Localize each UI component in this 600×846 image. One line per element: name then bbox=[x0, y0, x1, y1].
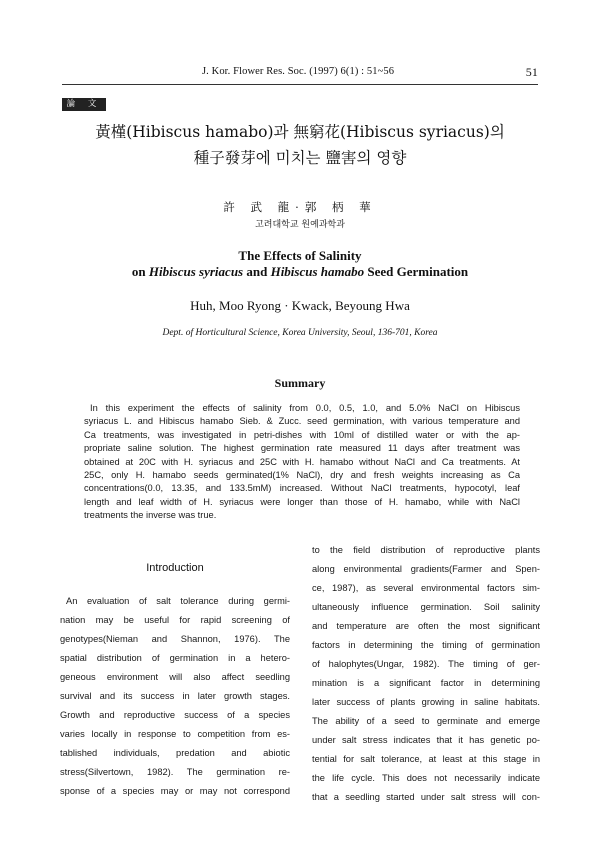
summary-heading: Summary bbox=[274, 376, 326, 390]
body-line: the life cycle. This does not necessarily indicate bbox=[312, 773, 540, 783]
english-affiliation: Dept. of Horticultural Science, Korea University, Seoul, 136-701, Korea bbox=[162, 328, 438, 338]
body-line: under salt stress indicates that it has genetic po- bbox=[312, 735, 540, 745]
body-line: mination is a significant factor in determining bbox=[312, 678, 540, 688]
title-text: Seed Germination bbox=[364, 264, 469, 279]
body-line: varies locally in response to competition from es- bbox=[60, 729, 290, 739]
summary-line: propriate saline solution. The highest germination rate measured 11 days after treatment was bbox=[84, 443, 520, 454]
body-line: spatial distribution of germination in a hetero- bbox=[60, 653, 290, 663]
korean-authors: 許 武 龍·郭 柄 華 bbox=[223, 200, 377, 214]
summary-line: syriacus L. and Hibiscus hamabo Sieb. & Zucc. seed germination, with various temperature and bbox=[84, 416, 520, 427]
korean-title-line-1: 黃槿(Hibiscus hamabo)과 無窮花(Hibiscus syriacus)의 bbox=[95, 123, 505, 141]
body-line: nation may be useful for rapid screening of bbox=[60, 615, 290, 625]
body-line: The ability of a seed to germinate and emerge bbox=[312, 716, 540, 726]
summary-line: In this experiment the effects of salinity from 0.0, 0.5, 1.0, and 5.0% NaCl on Hibiscus bbox=[90, 403, 520, 413]
species-name: Hibiscus syriacus bbox=[148, 264, 244, 279]
body-line: stress(Silvertown, 1982). The germination re- bbox=[60, 767, 290, 777]
title-text: on bbox=[131, 264, 149, 279]
korean-title-line-2: 種子發芽에 미치는 鹽害의 영향 bbox=[193, 149, 407, 167]
body-line: ultaneously influence germination. Soil salinity bbox=[312, 602, 540, 612]
korean-affiliation: 고려대학교 원예과학과 bbox=[255, 220, 345, 230]
body-line: along environmental gradients(Farmer and Spen- bbox=[312, 564, 540, 574]
body-line: survival and its success in later growth stages. bbox=[60, 691, 290, 701]
body-line: tablished individuals, predation and abiotic bbox=[60, 748, 290, 758]
introduction-heading: Introduction bbox=[146, 562, 204, 574]
species-name: Hibiscus hamabo bbox=[270, 264, 365, 279]
body-line: factors in determining the timing of germination bbox=[312, 640, 540, 650]
page-number: 51 bbox=[525, 65, 538, 79]
english-title-line-2 bbox=[0, 264, 600, 280]
summary-line: concentrations(0.0, 13.35, and 133.5mM) increased. Without NaCl treatments, hypocotyl, leaf bbox=[84, 483, 520, 494]
english-authors: Huh, Moo Ryong · Kwack, Beyoung Hwa bbox=[190, 298, 410, 313]
summary-line: Ca treatments, was investigated in petri-dishes with 10ml of distilled water or with the ap- bbox=[84, 429, 520, 440]
body-line: and temperature are often the most significant bbox=[312, 621, 540, 631]
summary-body bbox=[84, 402, 520, 523]
body-line: ce, 1987), as several environmental factors sim- bbox=[312, 583, 540, 593]
running-header bbox=[60, 64, 538, 82]
body-line: genotypes(Nieman and Shannon, 1976). The bbox=[60, 634, 290, 644]
body-line: of halophytes(Ungar, 1982). The timing of ger- bbox=[312, 659, 540, 669]
title-text: and bbox=[243, 264, 271, 279]
article-type-badge: 論 文 bbox=[62, 98, 106, 111]
body-line: Growth and reproductive success of a species bbox=[60, 710, 290, 720]
journal-citation: J. Kor. Flower Res. Soc. (1997) 6(1) : 51~56 bbox=[202, 66, 395, 77]
body-line: later success of plants growing in saline habitats. bbox=[312, 697, 540, 707]
summary-line: 25C, only H. hamabo seeds germinated(1% NaCl), dry and fresh weights increasing as Ca bbox=[84, 470, 520, 481]
summary-line: obtained at 20C with H. syriacus and 25C with H. hamabo without NaCl and Ca treatments. At bbox=[84, 456, 520, 467]
body-line: to the field distribution of reproductive plants bbox=[312, 545, 540, 555]
english-title-line-1: The Effects of Salinity bbox=[238, 248, 362, 263]
body-line: tential for salt tolerance, at least at this stage in bbox=[312, 754, 540, 764]
summary-line: treatments the inverse was true. bbox=[84, 510, 217, 521]
body-line: sponse of a species may or may not correspond bbox=[60, 786, 290, 796]
body-line: An evaluation of salt tolerance during germi- bbox=[66, 596, 290, 606]
summary-line: length and leaf width of H. syriacus were longer than those of H. hamabo, while with NaCl bbox=[84, 496, 520, 507]
body-line: that a seedling started under salt stress will con- bbox=[312, 792, 540, 802]
body-line: geneous environment will also affect seedling bbox=[60, 672, 290, 682]
header-rule bbox=[62, 84, 538, 85]
